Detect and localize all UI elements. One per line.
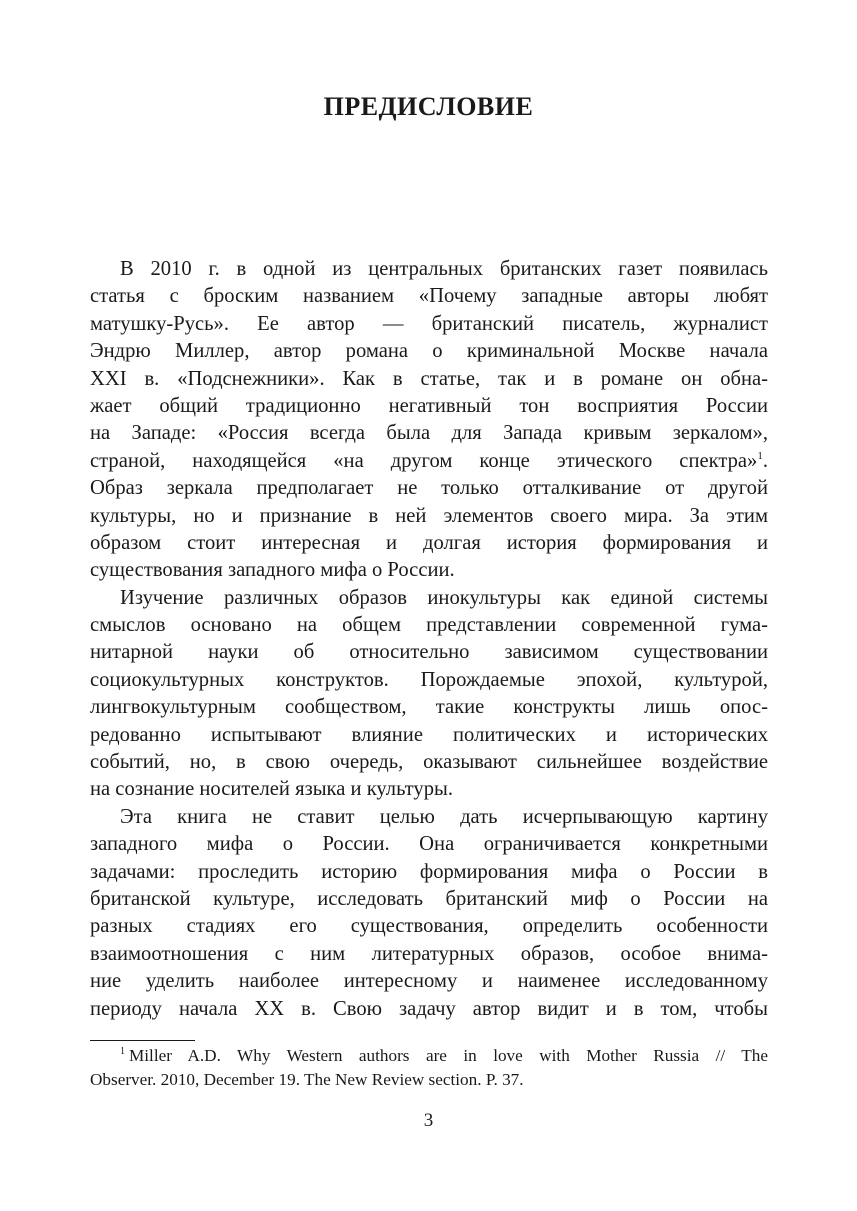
body-line: культуры, но и признание в ней элементов своего мира. За этим — [90, 504, 768, 527]
body-line: Изучение различных образов инокультуры как единой системы — [120, 586, 768, 609]
footnote-mark: 1 — [120, 1046, 125, 1058]
body-line: смыслов основано на общем представлении современной гума- — [90, 614, 768, 637]
body-line: нитарной науки об относительно зависимом существовании — [90, 641, 768, 664]
body-line: лингвокультурным сообществом, такие конструкты лишь опос- — [90, 696, 768, 719]
footnote-line: Observer. 2010, December 19. The New Review section. P. 37. — [90, 1070, 524, 1089]
body-line: событий, но, в свою очередь, оказывают сильнейшее воздействие — [90, 751, 768, 774]
body-line: ние уделить наиболее интересному и наименее исследованному — [90, 970, 768, 993]
body-line-punctuation: . — [762, 449, 768, 472]
body-line: матушку-Русь». Ее автор — британский писатель, журналист — [90, 312, 768, 335]
footnote-reference[interactable]: 1 — [757, 449, 763, 462]
body-line: редованно испытывают влияние политических и исторических — [90, 723, 768, 746]
body-line: Эндрю Миллер, автор романа о криминальной Москве начала — [90, 340, 768, 363]
body-line: разных стадиях его существования, определить особенности — [90, 915, 768, 938]
body-line: социокультурных конструктов. Порождаемые эпохой, культурой, — [90, 668, 768, 691]
chapter-title: ПРЕДИСЛОВИЕ — [323, 92, 534, 121]
body-line: В 2010 г. в одной из центральных британских газет появилась — [120, 258, 768, 280]
body-line: западного мифа о России. Она ограничивается конкретными — [90, 833, 768, 856]
body-line: существования западного мифа о России. — [90, 559, 455, 582]
body-line: британской культуре, исследовать британский миф о России на — [90, 887, 768, 910]
body-line: образом стоит интересная и долгая история формирования и — [90, 531, 768, 554]
body-line: на сознание носителей языка и культуры. — [90, 778, 453, 801]
body-line: периоду начала XX в. Свою задачу автор видит и в том, чтобы — [90, 997, 768, 1020]
body-line: задачами: проследить историю формирования мифа о России в — [90, 860, 768, 883]
body-line: взаимоотношения с ним литературных образов, особое внима- — [90, 942, 768, 965]
footnotes — [90, 1044, 768, 1092]
body-text — [90, 256, 768, 1023]
footnote-line — [90, 1044, 768, 1068]
body-line: статья с броским названием «Почему западные авторы любят — [90, 285, 768, 308]
body-line-with-footnote — [90, 448, 768, 475]
body-line: Эта книга не ставит целью дать исчерпывающую картину — [120, 805, 768, 828]
page-number: 3 — [423, 1110, 434, 1131]
body-line-text: страной, находящейся «на другом конце этического спектра» — [90, 449, 758, 472]
body-line: Образ зеркала предполагает не только отталкивание от другой — [90, 477, 768, 500]
footnote-text: Miller A.D. Why Western authors are in love with Mother Russia // The — [129, 1046, 768, 1065]
body-line: жает общий традиционно негативный тон восприятия России — [90, 394, 768, 417]
body-line: на Западе: «Россия всегда была для Запада кривым зеркалом», — [90, 422, 768, 445]
body-line: XXI в. «Подснежники». Как в статье, так и в романе он обна- — [90, 367, 768, 390]
footnote-divider — [90, 1040, 195, 1041]
